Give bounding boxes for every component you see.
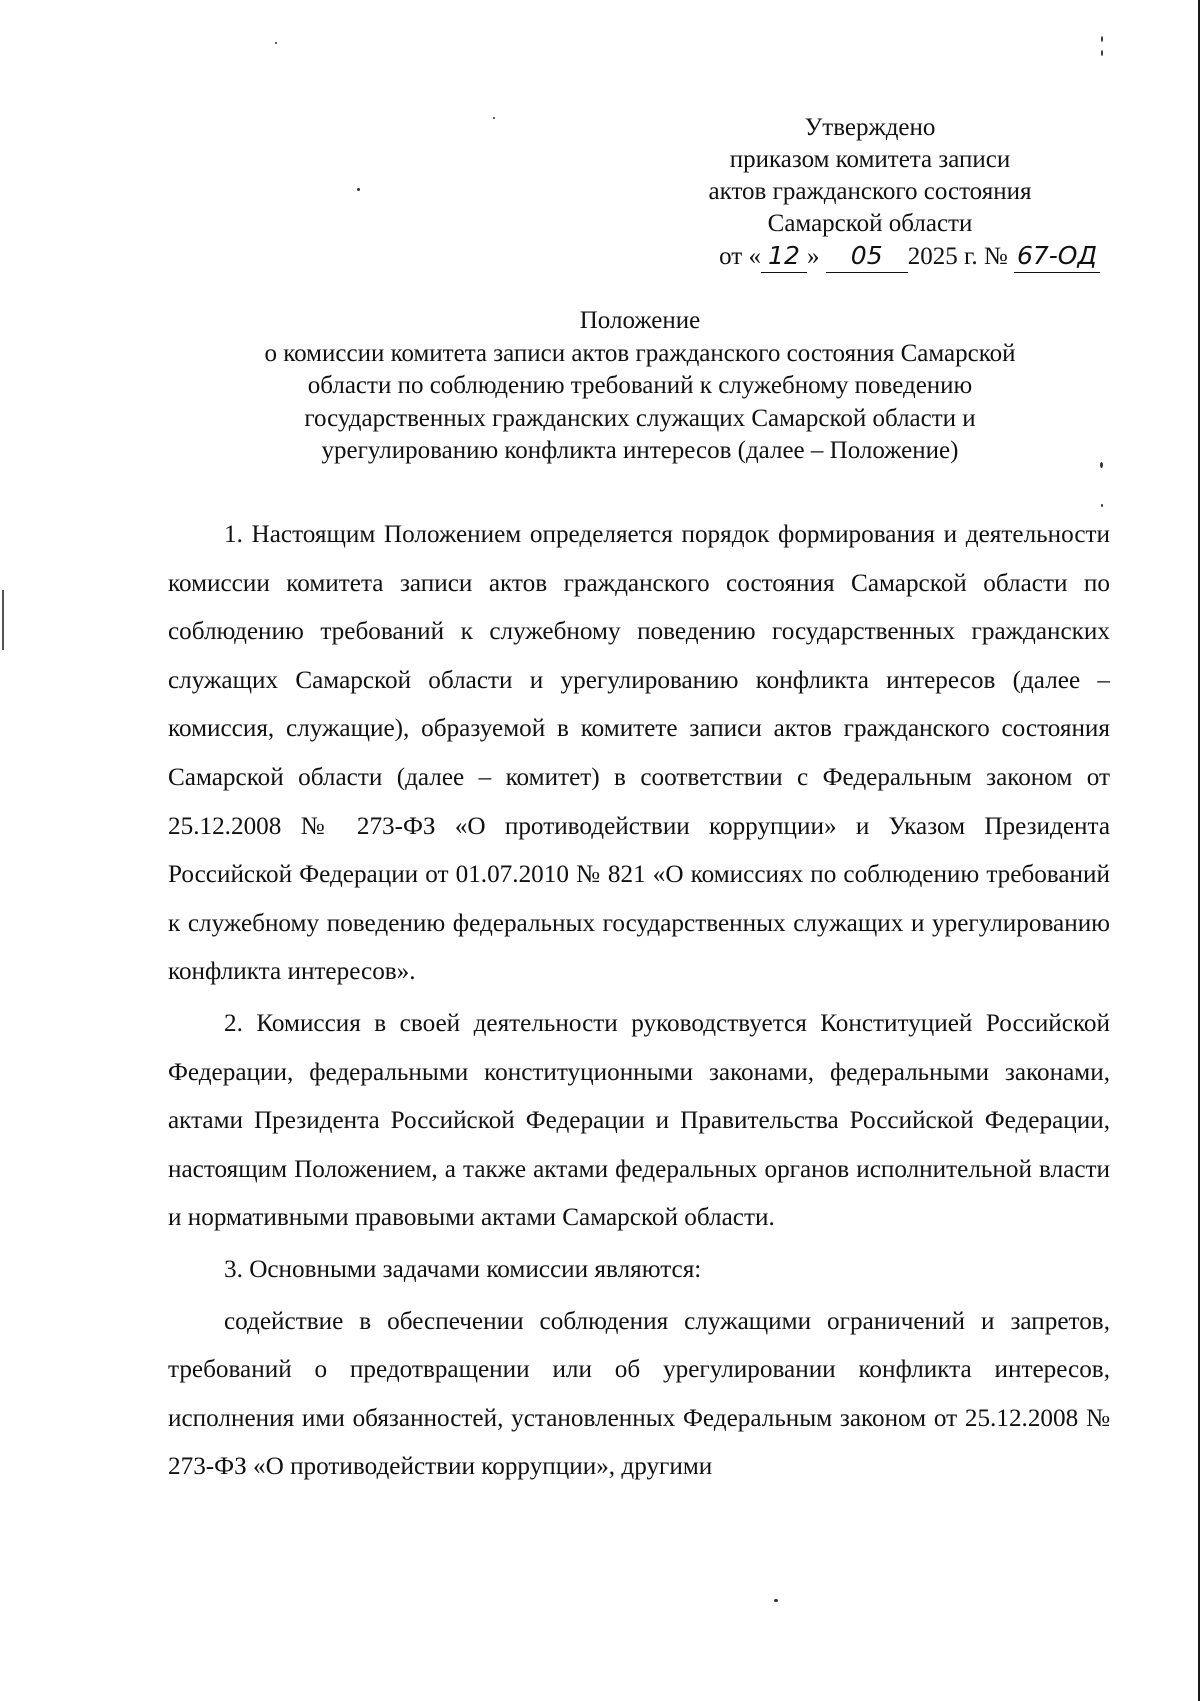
handwritten-order-number: 67-ОД — [1014, 240, 1100, 273]
title-line-4: урегулированию конфликта интересов (далее – Положение) — [321, 437, 959, 464]
scan-speck — [275, 42, 277, 44]
handwritten-day: 12 — [761, 240, 807, 273]
scan-speck — [774, 1599, 778, 1602]
paragraph-4: содействие в обеспечении соблюдения служащими ограничений и запретов, требований о предотвращении или об урегулировании конфликта интересов, исполнения ими обязанностей, установленных Федеральным законом от 25.12.2008 № 273-ФЗ «О противодействии коррупции», другими — [168, 1307, 1110, 1481]
approval-line-4: Самарской области — [767, 210, 973, 237]
scan-speck — [357, 188, 360, 191]
scan-edge-left-mark — [2, 590, 4, 650]
document-body — [168, 511, 1110, 1492]
scan-speck — [1101, 504, 1103, 507]
paragraph-1: 1. Настоящим Положением определяется порядок формирования и деятельности комиссии комитета записи актов гражданского состояния Самарской области по соблюдению требований к служебному поведению государственных гражданских служащих Самарской области и урегулированию конфликта интересов (далее – комиссия, служащие), образуемой в комитете записи актов гражданского состояния Самарской области (далее – комитет) в соответствии с Федеральным законом от 25.12.2008 № 273-ФЗ «О противодействии коррупции» и Указом Президента Российской Федерации от 01.07.2010 № 821 «О комиссиях по соблюдению требований к служебному поведению федеральных государственных служащих и урегулированию конфликта интересов». — [168, 521, 1110, 986]
scan-speck — [493, 117, 495, 119]
title-line-1: о комиссии комитета записи актов гражданского состояния Самарской — [264, 339, 1016, 367]
date-prefix: от « — [719, 243, 761, 270]
scan-speck — [1101, 36, 1103, 42]
paragraph-2: 2. Комиссия в своей деятельности руководствуется Конституцией Российской Федерации, федеральными конституционными законами, федеральными законами, актами Президента Российской Федерации и Правительства Российской Федерации, настоящим Положением, а также актами федеральных органов исполнительной власти и нормативными правовыми актами Самарской области. — [168, 1009, 1110, 1232]
approval-line-3: актов гражданского состояния — [708, 178, 1032, 205]
date-year: 2025 г. № — [907, 243, 1008, 270]
date-mid: » — [806, 243, 820, 270]
approval-line-2: приказом комитета записи — [729, 146, 1011, 173]
approval-line-1: Утверждено — [804, 114, 936, 141]
document-heading: Положение — [579, 307, 701, 334]
title-line-3: государственных гражданских служащих Самарской области и — [304, 404, 976, 432]
title-line-2: области по соблюдению требований к служебному поведению — [307, 372, 973, 399]
document-title-block — [150, 305, 1130, 468]
approval-stamp-block — [640, 112, 1100, 273]
paragraph-3: 3. Основными задачами комиссии являются: — [224, 1255, 702, 1283]
scan-speck — [1101, 50, 1103, 56]
handwritten-month: 05 — [826, 240, 908, 273]
approval-date-line — [640, 240, 1100, 273]
